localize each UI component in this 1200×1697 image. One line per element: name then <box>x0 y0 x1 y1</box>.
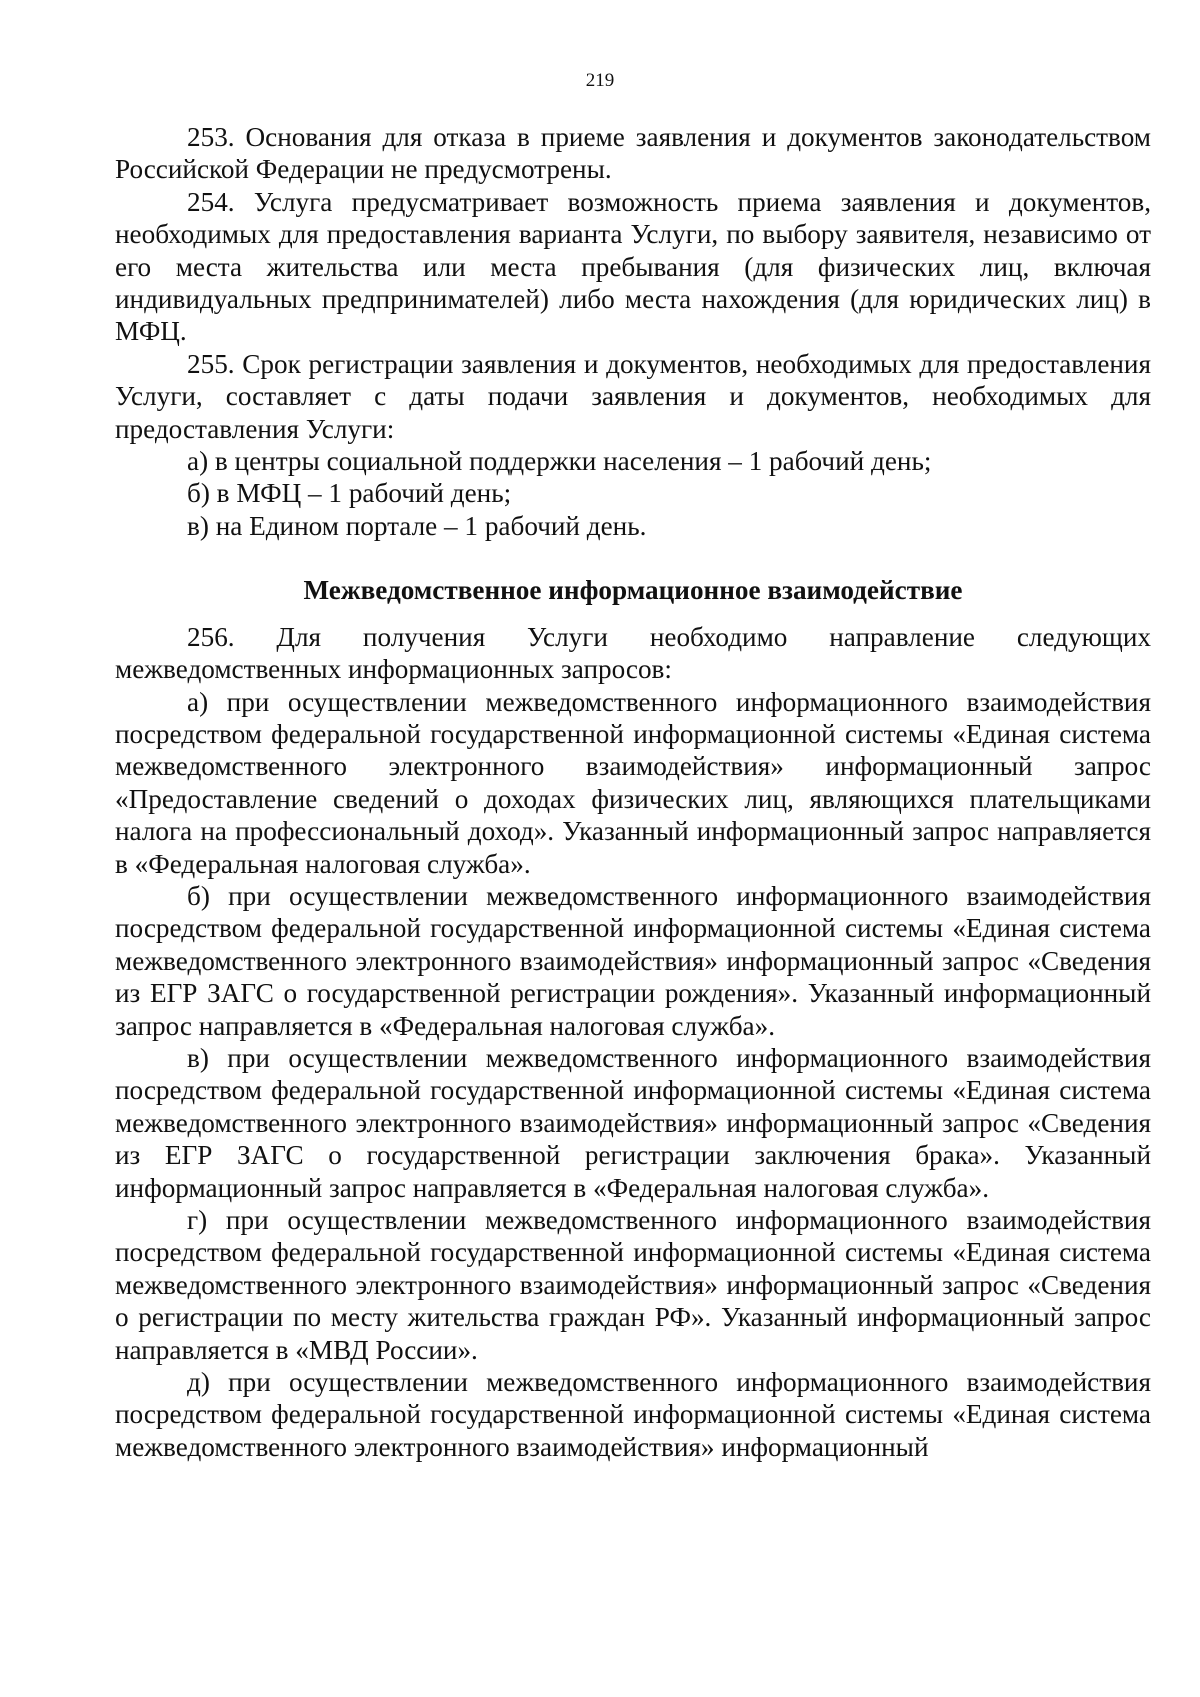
section-heading: Межведомственное информационное взаимодействие <box>303 575 963 606</box>
list-item-256-g: г) при осуществлении межведомственного информационного взаимодействия посредством федеральной государственной информационной системы «Единая система межведомственного электронного взаимодействия» информационный запрос «Сведения о регистрации по месту жительства граждан РФ». Указанный информационный запрос направляется в «МВД России». <box>115 1205 1151 1365</box>
list-item-255-b: б) в МФЦ – 1 рабочий день; <box>187 478 512 509</box>
list-item-256-d: д) при осуществлении межведомственного информационного взаимодействия посредством федеральной государственной информационной системы «Единая система межведомственного электронного взаимодействия» информационный <box>115 1367 1151 1462</box>
paragraph-255: 255. Срок регистрации заявления и документов, необходимых для предоставления Услуги, составляет с даты подачи заявления и документов, необходимых для предоставления Услуги: <box>115 348 1151 444</box>
paragraph-253: 253. Основания для отказа в приеме заявления и документов законодательством Российской Федерации не предусмотрены. <box>115 122 1151 185</box>
list-item-256-v: в) при осуществлении межведомственного информационного взаимодействия посредством федеральной государственной информационной системы «Единая система межведомственного электронного взаимодействия» информационный запрос «Сведения из ЕГР ЗАГС о государственной регистрации заключения брака». Указанный информационный запрос направляется в «Федеральная налоговая служба». <box>115 1042 1151 1203</box>
paragraph-256: 256. Для получения Услуги необходимо направление следующих межведомственных информационных запросов: <box>115 621 1151 685</box>
document-body <box>115 121 1151 1463</box>
list-item-256-a: а) при осуществлении межведомственного информационного взаимодействия посредством федеральной государственной информационной системы «Единая система межведомственного электронного взаимодействия» информационный запрос «Предоставление сведений о доходах физических лиц, являющихся плательщиками налога на профессиональный доход». Указанный информационный запрос направляется в «Федеральная налоговая служба». <box>115 686 1151 879</box>
list-item-255-v: в) на Едином портале – 1 рабочий день. <box>187 510 647 541</box>
paragraph-254: 254. Услуга предусматривает возможность приема заявления и документов, необходимых для предоставления варианта Услуги, по выбору заявителя, независимо от его места жительства или места пребывания (для физических лиц, включая индивидуальных предпринимателей) либо места нахождения (для юридических лиц) в МФЦ. <box>115 186 1151 347</box>
list-item-256-b: б) при осуществлении межведомственного информационного взаимодействия посредством федеральной государственной информационной системы «Единая система межведомственного электронного взаимодействия» информационный запрос «Сведения из ЕГР ЗАГС о государственной регистрации рождения». Указанный информационный запрос направляется в «Федеральная налоговая служба». <box>115 880 1151 1041</box>
page-number: 219 <box>585 70 615 91</box>
list-item-255-a: а) в центры социальной поддержки населения – 1 рабочий день; <box>187 446 932 477</box>
